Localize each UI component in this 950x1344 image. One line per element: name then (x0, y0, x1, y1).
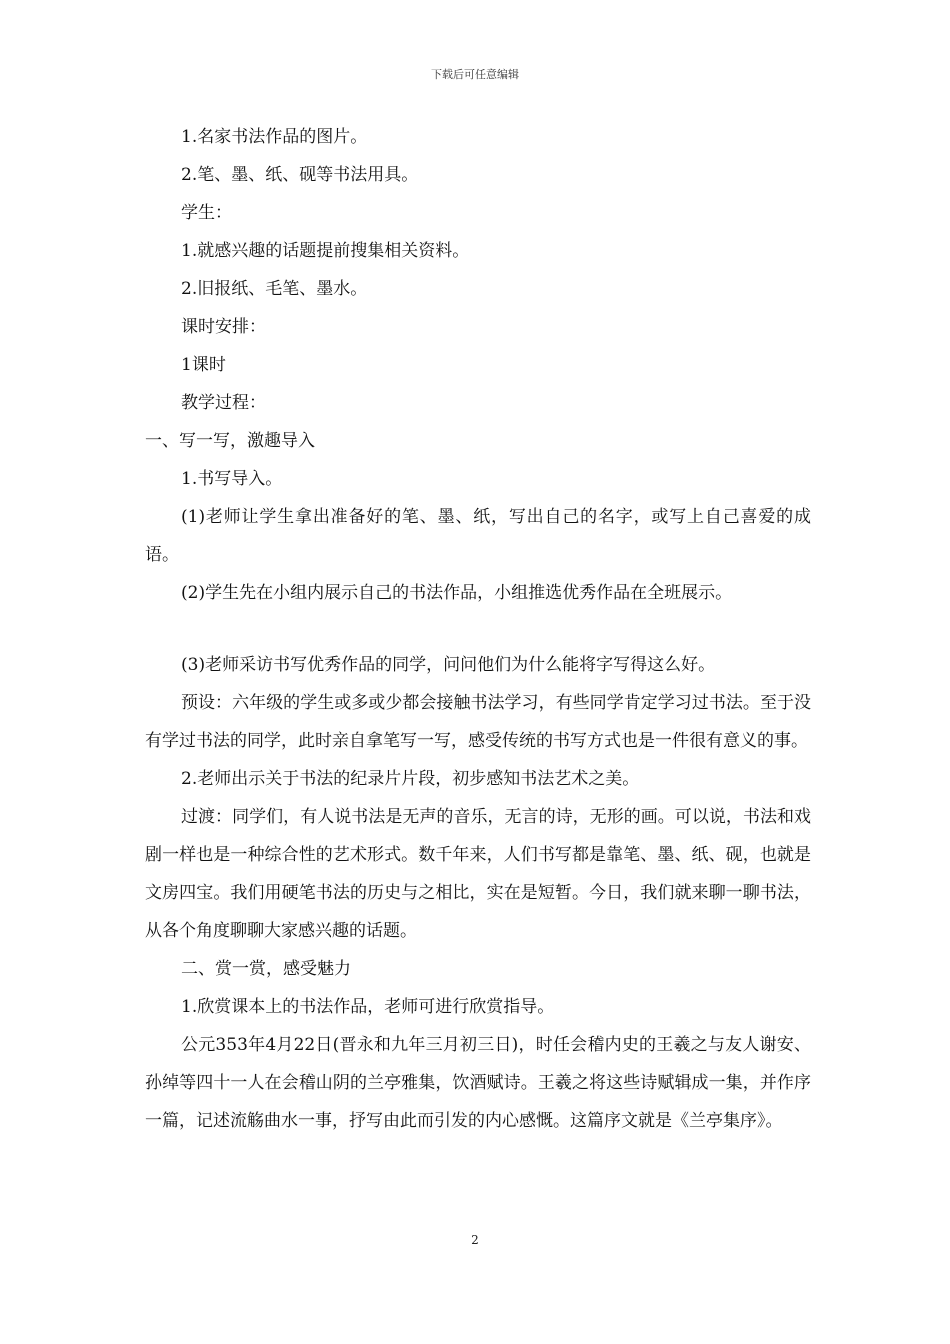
paragraph: 预设：六年级的学生或多或少都会接触书法学习，有些同学肯定学习过书法。至于没有学过书法的同学，此时亲自拿笔写一写，感受传统的书写方式也是一件很有意义的事。 (145, 693, 811, 751)
paragraph: 学生： (181, 203, 232, 223)
paragraph: 1.就感兴趣的话题提前搜集相关资料。 (181, 241, 470, 261)
section-heading: 二、赏一赏，感受魅力 (181, 959, 351, 979)
paragraph: 1.书写导入。 (181, 469, 283, 489)
paragraph: 公元353年4月22日(晋永和九年三月初三日)，时任会稽内史的王羲之与友人谢安、孙绰等四十一人在会稽山阴的兰亭雅集，饮酒赋诗。王羲之将这些诗赋辑成一集，并作序一篇，记述流觞曲水一事，抒写由此而引发的内心感慨。这篇序文就是《兰亭集序》。 (145, 1035, 811, 1131)
paragraph: 1课时 (181, 355, 226, 375)
paragraph-gap (145, 612, 811, 646)
paragraph: (1)老师让学生拿出准备好的笔、墨、纸，写出自己的名字，或写上自己喜爱的成语。 (145, 507, 811, 565)
page-number: 2 (471, 1233, 479, 1247)
paragraph: (3)老师采访书写优秀作品的同学，问问他们为什么能将字写得这么好。 (181, 655, 716, 675)
paragraph: (2)学生先在小组内展示自己的书法作品，小组推选优秀作品在全班展示。 (181, 583, 733, 603)
page-header-note: 下载后可任意编辑 (431, 68, 519, 81)
paragraph: 2.笔、墨、纸、砚等书法用具。 (181, 165, 419, 185)
paragraph: 2.老师出示关于书法的纪录片片段，初步感知书法艺术之美。 (181, 769, 640, 789)
paragraph: 2.旧报纸、毛笔、墨水。 (181, 279, 368, 299)
paragraph: 教学过程： (181, 393, 266, 413)
paragraph: 过渡：同学们，有人说书法是无声的音乐，无言的诗，无形的画。可以说，书法和戏剧一样也是一种综合性的艺术形式。数千年来，人们书写都是靠笔、墨、纸、砚，也就是文房四宝。我们用硬笔书法的历史与之相比，实在是短暂。今日，我们就来聊一聊书法，从各个角度聊聊大家感兴趣的话题。 (145, 807, 811, 941)
section-heading: 一、写一写，激趣导入 (145, 431, 315, 451)
paragraph: 课时安排： (181, 317, 266, 337)
document-body (145, 118, 811, 1140)
paragraph: 1.名家书法作品的图片。 (181, 127, 368, 147)
paragraph: 1.欣赏课本上的书法作品，老师可进行欣赏指导。 (181, 997, 555, 1017)
